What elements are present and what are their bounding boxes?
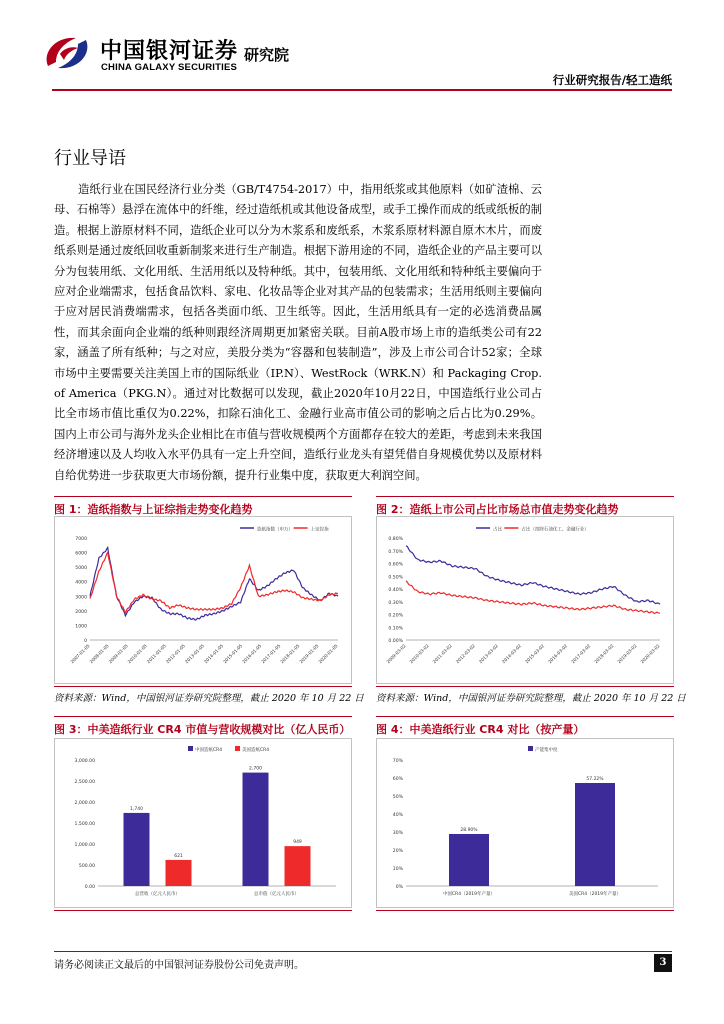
y-tick-label: 1000 (75, 624, 87, 630)
galaxy-logo-icon (42, 32, 92, 74)
x-tick-label: 2016-03-02 (547, 643, 570, 666)
header (0, 0, 724, 92)
legend-label: 美国造纸CR4 (242, 748, 270, 753)
x-tick-label: 2017-03-02 (570, 643, 593, 666)
y-tick-label: 0% (395, 885, 403, 890)
x-tick-label: 2018-01-05 (280, 643, 302, 666)
legend-label: 造纸指数（申万） (257, 527, 293, 533)
bar (575, 783, 615, 886)
x-tick-label: 2016-01-05 (241, 643, 264, 666)
x-tick-label: 2020-03-02 (640, 643, 662, 666)
intro-paragraph: 造纸行业在国民经济行业分类（GB/T4754-2017）中，指用纸浆或其他原料（如矿渣棉、云母、石棉等）悬浮在流体中的纤维，经过造纸机或其他设备成型，或手工操作而成的纸或纸板的制造。根据上游原材料不同，造纸企业可以分为木浆系和废纸系，木浆系原材料源自原木木片，而废纸系则是通过废纸回收重新制浆来进行生产制造。根据下游用途的不同，造纸企业的产品主要可以分为包装用纸、文化用纸、生活用纸以及特种纸。其中，包装用纸、文化用纸和特种纸主要偏向于应对企业端需求，包括食品饮料、家电、化妆品等企业对其产品的包装需求；生活用纸则主要偏向于应对居民消费端需求，包括各类面巾纸、卫生纸等。因此，生活用纸具有一定的必选消费品属性，而其余面向企业端的纸种则跟经济周期更加紧密关联。目前A股市场上市的造纸类公司有22家，涵盖了所有纸种；与之对应，美股分类为“容器和包装制造”，涉及上市公司合计52家；全球市场中主要需要关注美国上市的国际纸业（IP.N）、WestRock（WRK.N）和 Packaging Crop. of America（PKG.N）。通过对比数据可以发现，截止2020年10月22日，中国造纸行业公司占比全市场市值比重仅为0.22%，扣除石油化工、金融行业高市值公司的影响之后占比为0.29%。国内上市公司与海外龙头企业相比在市值与营收规模两个方面都存在较大的差距，考虑到未来我国经济增速以及人均收入水平仍具有一定上升空间，造纸行业龙头有望凭借自身规模优势以及原材料自给优势进一步获取更大市场份额，提升行业集中度，获取更大利润空间。 (54, 183, 542, 482)
x-tick-label: 2009-03-02 (386, 643, 408, 666)
x-category-label: 美国CR4（2019年产量） (568, 892, 622, 897)
x-tick-label: 2013-03-02 (478, 643, 500, 666)
section-title: 行业导语 (54, 148, 126, 169)
y-tick-label: 5000 (75, 566, 87, 572)
y-tick-label: 20% (392, 849, 403, 854)
legend-label: 占比（扣除石油化工、金融行业） (521, 527, 589, 533)
y-tick-label: 0.50% (388, 575, 403, 581)
x-tick-label: 2019-01-05 (299, 643, 321, 666)
bar (166, 860, 192, 886)
y-tick-label: 1,000.00 (74, 843, 95, 848)
x-tick-label: 2012-03-02 (455, 643, 477, 666)
fig2-title: 图 2：造纸上市公司占比市场总市值走势变化趋势 (376, 503, 619, 516)
y-tick-label: 70% (392, 759, 403, 764)
x-tick-label: 2014-01-05 (203, 643, 225, 666)
legend-label: 中国造纸CR4 (195, 748, 223, 753)
x-category-label: 中国CR4（2019年产量） (442, 892, 496, 897)
legend-label: 产能集中度 (535, 748, 558, 753)
fig4-title: 图 4：中美造纸行业 CR4 对比（按产量） (376, 723, 585, 736)
report-type: 行业研究报告/轻工造纸 (552, 73, 672, 87)
y-tick-label: 3,000.00 (74, 759, 95, 764)
legend-swatch (188, 746, 193, 751)
legend-swatch (235, 746, 240, 751)
x-tick-label: 2008-01-05 (89, 643, 111, 666)
legend-label: 占比 (493, 527, 502, 533)
bar (124, 813, 150, 886)
x-tick-label: 2010-03-02 (409, 643, 431, 666)
x-tick-label: 2011-01-05 (146, 643, 168, 666)
x-tick-label: 2017-01-05 (260, 643, 283, 666)
fig4-top-rule (376, 716, 674, 717)
x-tick-label: 2019-03-02 (617, 643, 639, 666)
bar-value-label: 949 (293, 840, 302, 846)
logo-cn-text: 中国银河证券 (100, 39, 239, 64)
x-category-label: 总市值（亿元人民币） (254, 892, 299, 897)
x-tick-label: 2009-01-05 (108, 643, 130, 666)
institute-label: 研究院 (244, 46, 290, 64)
y-tick-label: 0.70% (388, 549, 403, 555)
fig3-top-rule (54, 716, 352, 717)
x-tick-label: 2011-03-02 (432, 643, 454, 666)
chart-paper-mktcap-share (376, 516, 674, 684)
y-tick-label: 0.20% (388, 613, 403, 619)
x-tick-label: 2014-03-02 (501, 643, 523, 666)
fig1-bottom-rule (54, 686, 352, 687)
x-tick-label: 2020-01-05 (318, 643, 340, 666)
page-number: 3 (654, 954, 672, 972)
bar-value-label: 28.90% (460, 827, 478, 833)
chart-cr4-cap-revenue (54, 738, 352, 908)
chart-cr4-output (376, 738, 674, 908)
footer-rule (54, 951, 672, 952)
y-tick-label: 2000 (75, 609, 87, 615)
fig1-top-rule (54, 496, 352, 497)
y-tick-label: 0.30% (388, 600, 403, 606)
y-tick-label: 2,500.00 (74, 780, 95, 785)
bar (449, 834, 489, 886)
y-tick-label: 7000 (75, 537, 87, 542)
y-tick-label: 3000 (75, 595, 87, 601)
x-category-label: 总营收（亿元人民币） (135, 892, 180, 897)
fig4-bottom-rule (376, 910, 674, 911)
y-tick-label: 0.80% (388, 537, 403, 542)
legend-label: 上证综指 (310, 527, 329, 533)
x-tick-label: 2007-01-05 (70, 643, 92, 666)
x-tick-label: 2012-01-05 (165, 643, 187, 666)
bar (243, 773, 269, 886)
fig1-title: 图 1：造纸指数与上证综指走势变化趋势 (54, 503, 253, 516)
fig2-top-rule (376, 496, 674, 497)
y-tick-label: 4000 (75, 580, 87, 586)
chart-paper-index-vs-sse (54, 516, 352, 684)
footer-disclaimer: 请务必阅读正文最后的中国银河证券股份公司免责声明。 (54, 960, 304, 971)
y-tick-label: 6000 (75, 551, 87, 557)
bar (285, 846, 311, 886)
y-tick-label: 0.40% (388, 588, 403, 593)
y-tick-label: 1,500.00 (74, 822, 95, 827)
x-tick-label: 2015-03-02 (524, 643, 546, 666)
chart-frame (377, 739, 674, 908)
x-tick-label: 2010-01-05 (127, 643, 149, 666)
y-tick-label: 0.00% (388, 639, 403, 644)
fig3-bottom-rule (54, 910, 352, 911)
y-tick-label: 30% (392, 831, 403, 836)
y-tick-label: 2,000.00 (74, 801, 95, 806)
y-tick-label: 10% (392, 867, 403, 872)
fig3-title: 图 3：中美造纸行业 CR4 市值与营收规模对比（亿人民币） (54, 723, 351, 736)
y-tick-label: 0 (84, 639, 87, 644)
bar-value-label: 57.22% (586, 777, 604, 783)
y-tick-label: 500.00 (78, 864, 95, 869)
y-tick-label: 0.00 (84, 885, 95, 890)
x-tick-label: 2013-01-05 (184, 643, 206, 666)
y-tick-label: 0.60% (388, 562, 403, 568)
fig1-source: 资料来源：Wind，中国银河证券研究院整理，截止 2020 年 10 月 22 日 (54, 693, 364, 704)
chart-frame (377, 517, 674, 684)
bar-value-label: 2,700 (249, 766, 262, 772)
y-tick-label: 40% (392, 813, 403, 818)
y-tick-label: 60% (392, 777, 403, 782)
logo-en-text: CHINA GALAXY SECURITIES (101, 62, 238, 73)
bar-value-label: 1,740 (130, 806, 143, 812)
x-tick-label: 2015-01-05 (222, 643, 245, 666)
y-tick-label: 0.10% (388, 626, 403, 632)
bar-value-label: 621 (174, 853, 183, 859)
fig2-source: 资料来源：Wind，中国银河证券研究院整理，截止 2020 年 10 月 22 日 (376, 693, 686, 704)
legend-swatch (528, 746, 533, 751)
header-rule (52, 89, 672, 91)
y-tick-label: 50% (392, 795, 403, 800)
fig2-bottom-rule (376, 686, 674, 687)
x-tick-label: 2018-03-02 (594, 643, 616, 666)
